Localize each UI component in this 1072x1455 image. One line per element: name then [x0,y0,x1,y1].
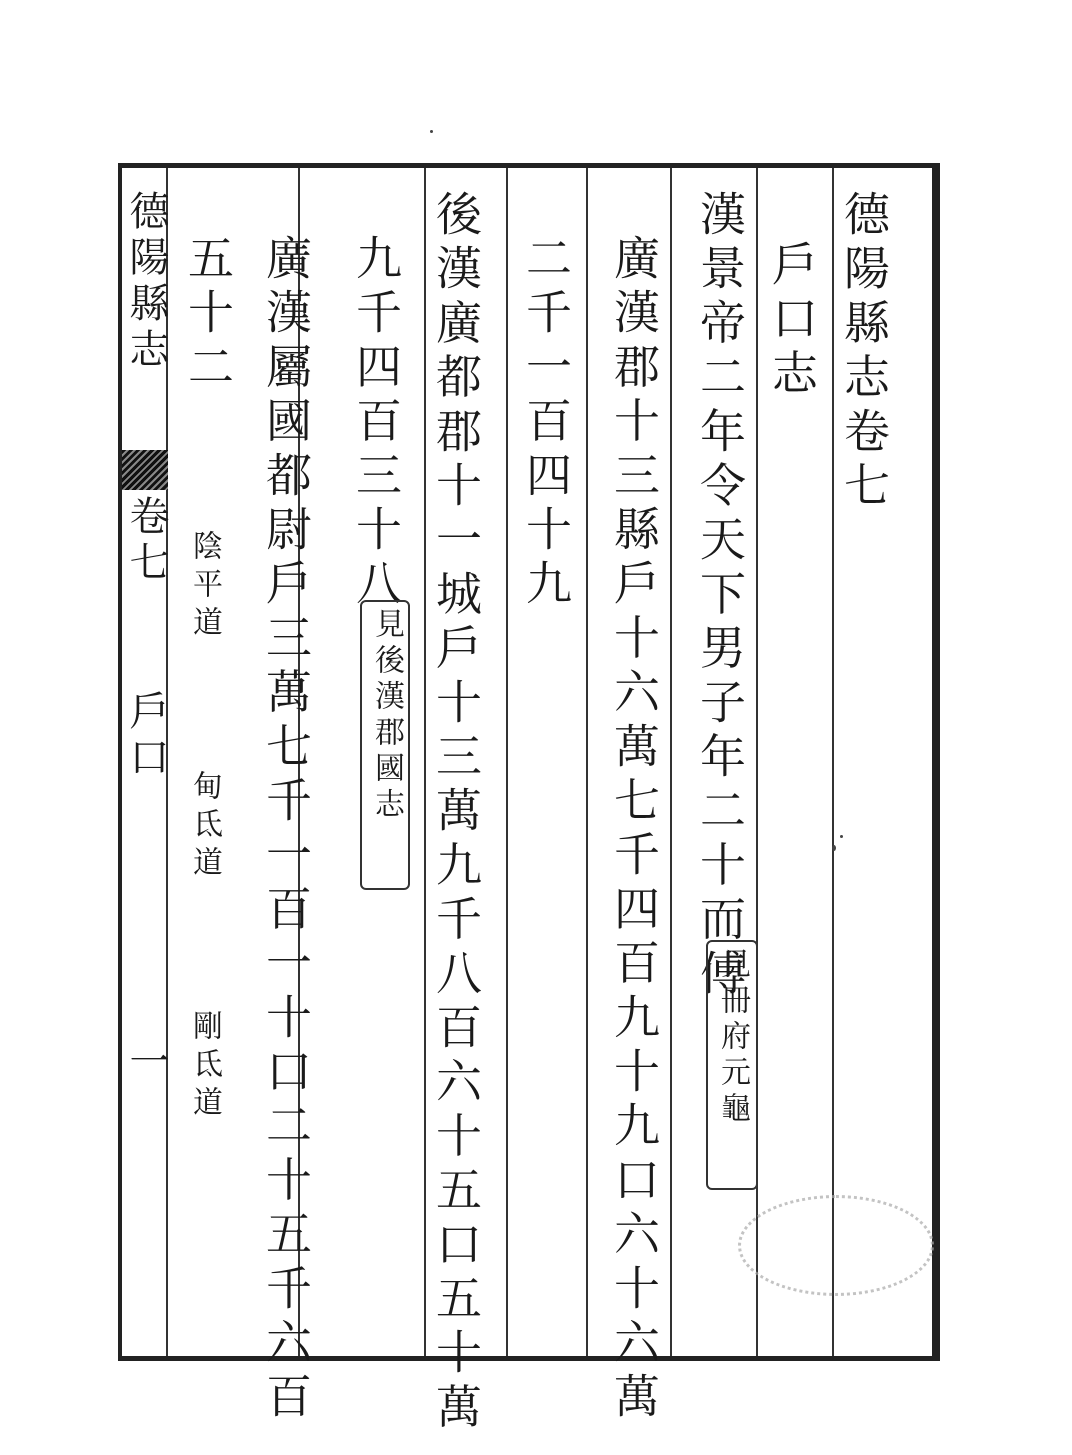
margin-book-title: 德陽縣志 [123,190,169,374]
annotation-1: 見冊府元龜 [715,948,750,1128]
margin-category: 戶口 [123,690,169,782]
text-line-5: 九千四百三十八 [349,234,403,614]
sub-item-3: 剛氐道 [187,1010,222,1124]
ink-speck [832,845,836,851]
page-title: 德陽縣志卷七 [837,190,891,516]
text-line-3: 二千一百四十九 [519,234,573,614]
fish-tail-mark [122,450,168,490]
text-line-7: 五十二 [181,234,235,397]
margin-page-number: 一 [123,1040,169,1086]
margin-volume: 卷七 [123,495,169,587]
sub-item-2: 甸氐道 [187,770,222,884]
column-rule [586,168,588,1356]
column-rule [506,168,508,1356]
column-rule [424,168,426,1356]
text-line-1: 漢景帝二年令天下男子年二十而傅 [693,190,747,1003]
seal-impression [738,1195,934,1296]
column-rule [832,168,834,1356]
text-line-6: 廣漢屬國都尉戶三萬七千一百一十口二十五千六百 [259,234,313,1427]
text-line-4: 後漢廣都郡十一城戶十三萬九千八百六十五口五十萬 [429,190,483,1437]
annotation-2: 見後漢郡國志 [369,608,404,824]
section-heading: 戶口志 [765,240,819,403]
ink-speck [840,835,843,838]
ink-speck [430,130,433,133]
column-rule [670,168,672,1356]
sub-item-1: 陰平道 [187,530,222,644]
text-line-2: 廣漢郡十三縣戶十六萬七千四百九十九口六十六萬 [607,234,661,1427]
